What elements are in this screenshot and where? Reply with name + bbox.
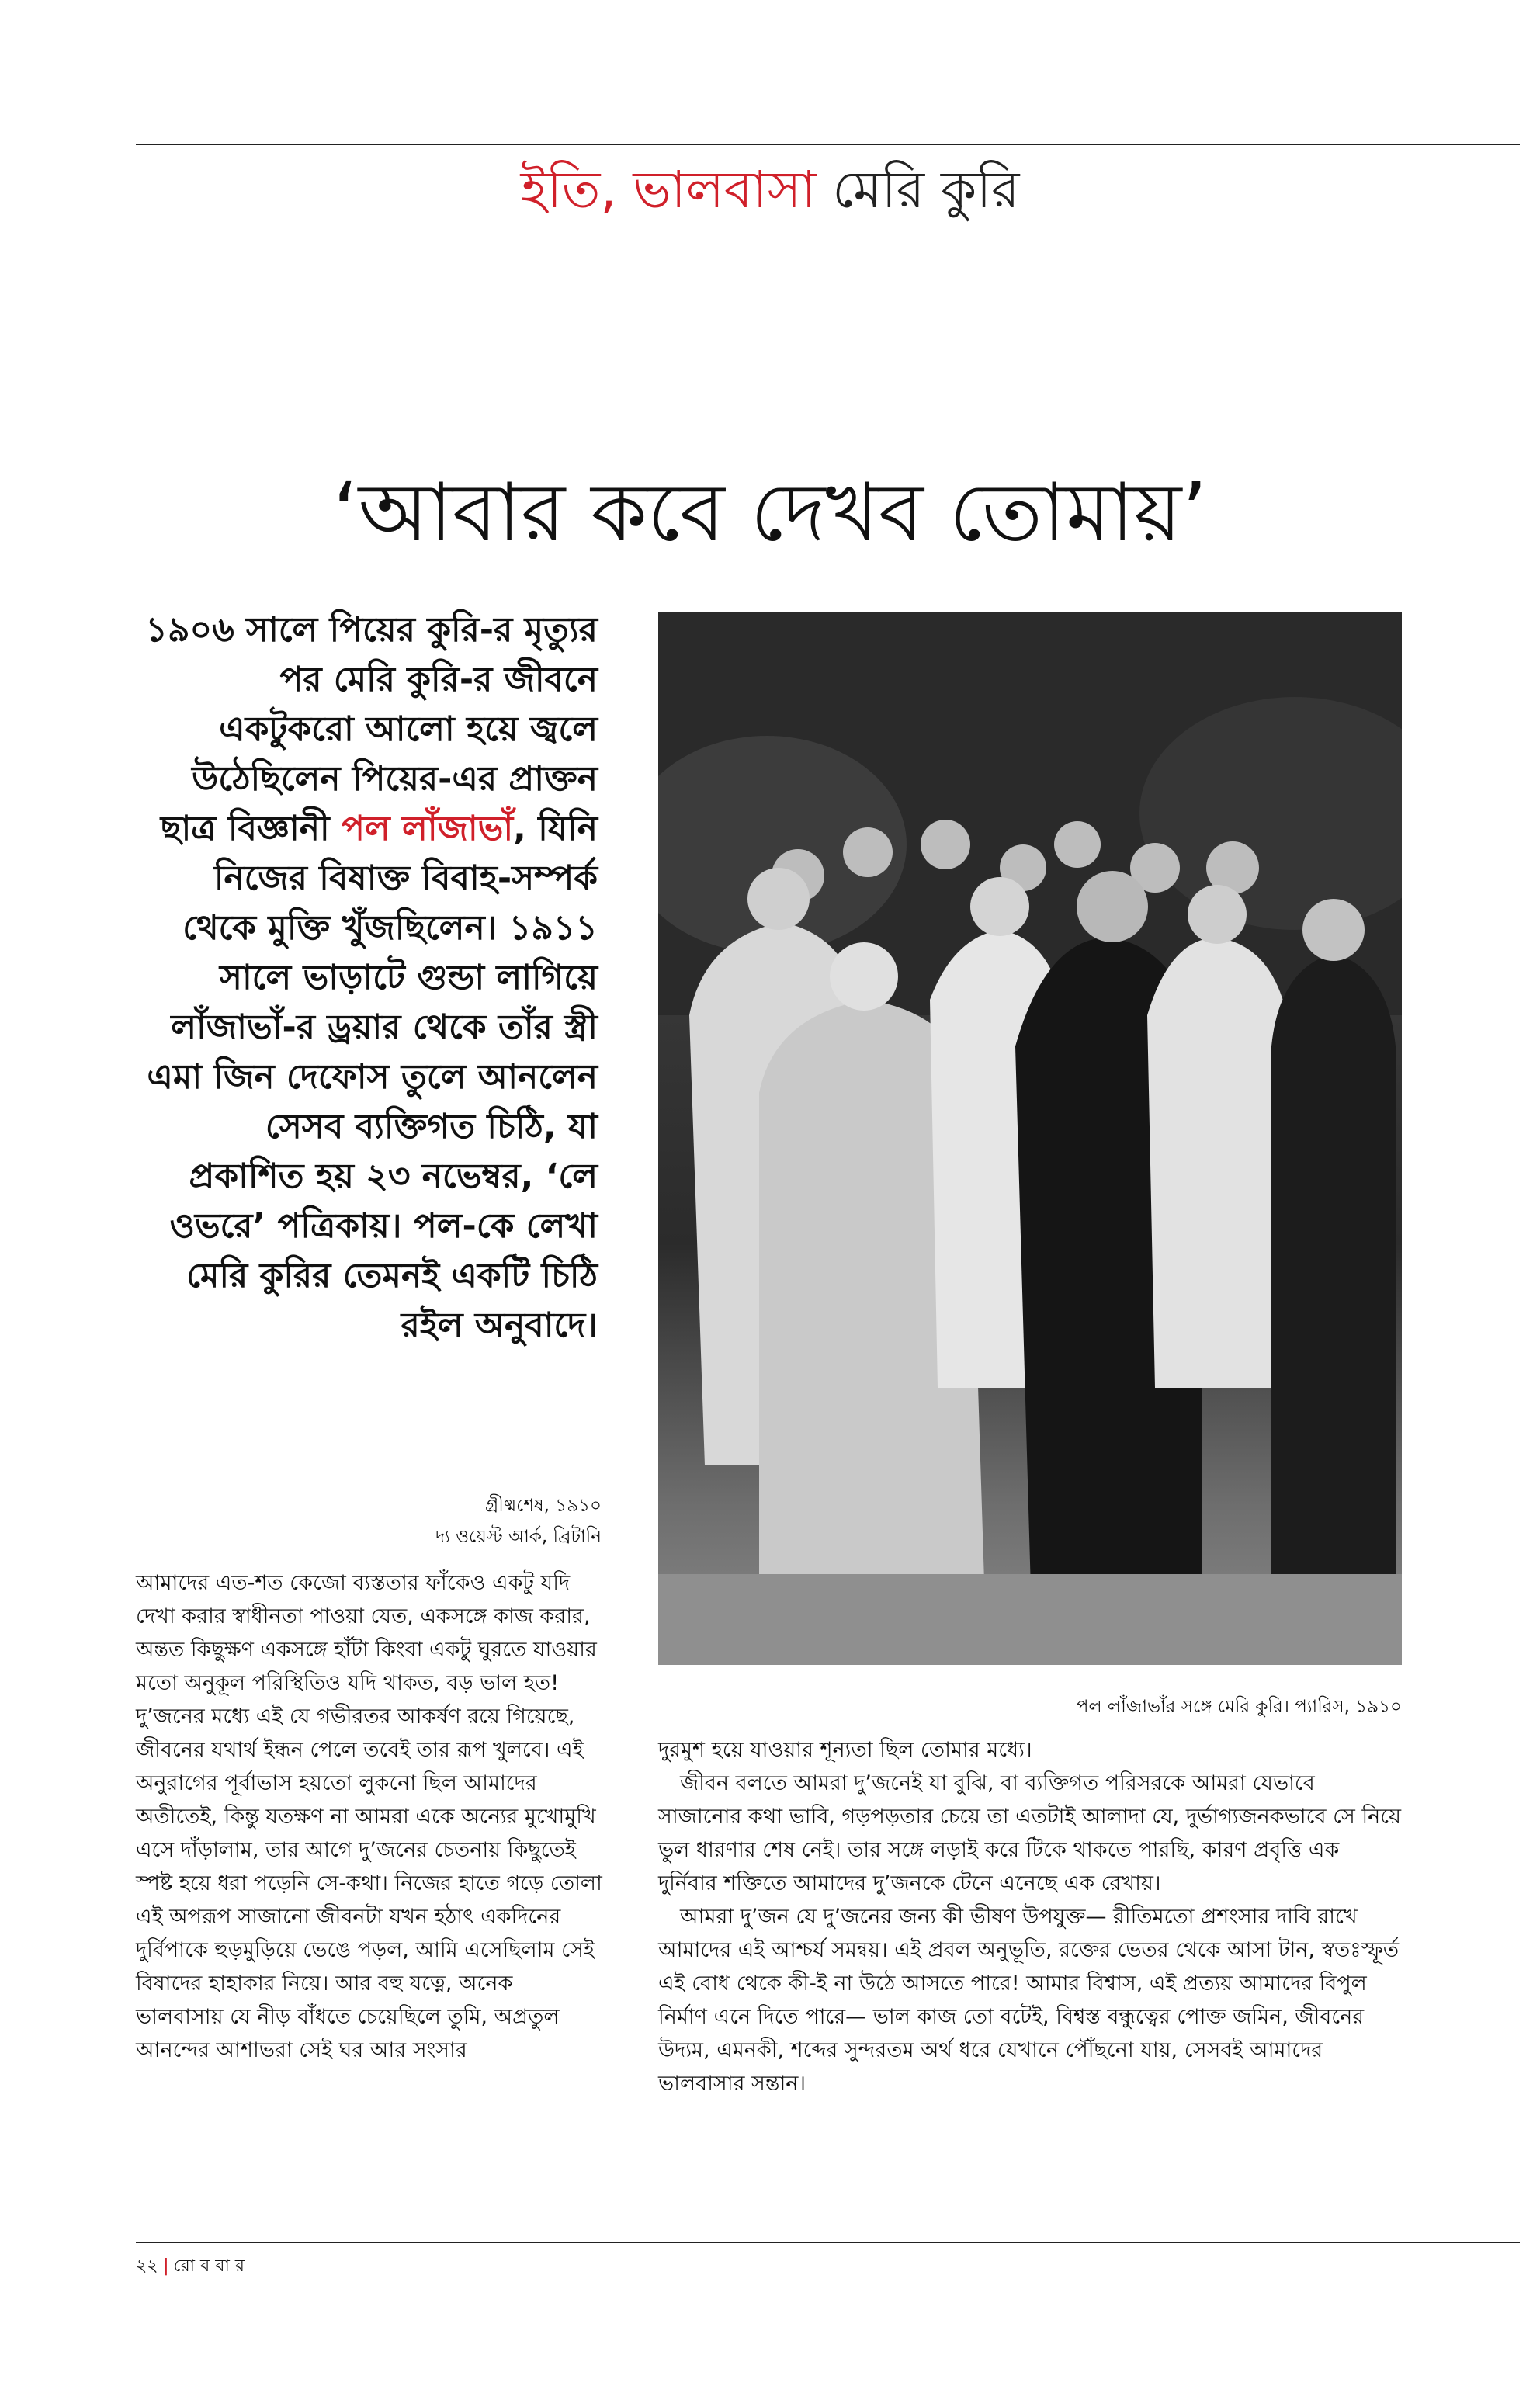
top-rule [136, 144, 1520, 145]
group-photo [658, 612, 1402, 1665]
intro-blurb [144, 605, 598, 1351]
article-headline: ‘আবার কবে দেখব তোমায়’ [332, 465, 1208, 560]
series-title [0, 155, 1540, 225]
bottom-rule [136, 2242, 1520, 2243]
letter-body-left [136, 1566, 603, 2067]
photo-woman-right [1147, 938, 1287, 1388]
photo-head [747, 868, 810, 930]
group-photo-illustration [658, 612, 1402, 1665]
photo-ground [658, 1574, 1402, 1665]
letter-paragraph: আমাদের এত-শত কেজো ব্যস্ততার ফাঁকেও একটু যদি দেখা করার স্বাধীনতা পাওয়া যেত, একসঙ্গে কাজ করার, অন্তত কিছুক্ষণ একসঙ্গে হাঁটা কিংবা একটু ঘুরতে যাওয়ার মতো অনুকূল পরিস্থিতিও যদি থাকত, বড় ভাল হত! দু’জনের মধ্যে এই যে গভীরতর আকর্ষণ রয়ে গিয়েছে, জীবনের যথার্থ ইন্ধন পেলে তবেই তার রূপ খুলবে। এই অনুরাগের পূর্বাভাস হয়তো লুকনো ছিল আমাদের অতীতেই, কিন্তু যতক্ষণ না আমরা একে অন্যের মুখোমুখি এসে দাঁড়ালাম, তার আগে দু’জনের চেতনায় কিছুতেই স্পষ্ট হয়ে ধরা পড়েনি সে-কথা। নিজের হাতে গড়ে তোলা এই অপরূপ সাজানো জীবনটা যখন হঠাৎ একদিনের দুর্বিপাকে হুড়মুড়িয়ে ভেঙে পড়ল, আমি এসেছিলাম সেই বিষাদের হাহাকার নিয়ে। আর বহু যত্নে, অনেক ভালবাসায় যে নীড় বাঁধতে চেয়েছিলে তুমি, অপ্রতুল আনন্দের আশাভরা সেই ঘর আর সংসার [136, 1571, 602, 2062]
photo-head [830, 942, 898, 1011]
photo-woman-dark [1271, 953, 1396, 1590]
photo-head [1188, 885, 1247, 944]
letter-body-right [658, 1733, 1402, 2100]
series-title-red: ইতি, ভালবাসা [520, 160, 817, 220]
letter-paragraph: আমরা দু’জন যে দু’জনের জন্য কী ভীষণ উপযুক্ত— রীতিমতো প্রশংসার দাবি রাখে আমাদের এই আশ্চর্য সমন্বয়। এই প্রবল অনুভূতি, রক্তের ভেতর থেকে আসা টান, স্বতঃস্ফূর্ত এই বোধ থেকে কী-ই না উঠে আসতে পারে! আমার বিশ্বাস, এই প্রত্যয় আমাদের বিপুল নির্মাণ এনে দিতে পারে— ভাল কাজ তো বটেই, বিশ্বস্ত বন্ধুত্বের পোক্ত জমিন, জীবনের উদ্যম, এমনকী, শব্দের সুন্দরতম অর্থ ধরে যেখানে পৌঁছনো যায়, সেসবই আমাদের ভালবাসার সন্তান। [658, 1905, 1400, 2096]
photo-head [970, 877, 1029, 936]
letter-place: দ্য ওয়েস্ট আর্ক, ব্রিটানি [435, 1527, 602, 1547]
footer-separator: | [162, 2256, 169, 2276]
page-footer [136, 2255, 245, 2278]
photo-head [1302, 899, 1365, 961]
letter-date: গ্রীষ্মশেষ, ১৯১০ [485, 1496, 602, 1516]
publication-name: রো ব বা র [173, 2256, 245, 2276]
letter-paragraph: জীবন বলতে আমরা দু’জনেই যা বুঝি, বা ব্যক্তিগত পরিসরকে আমরা যেভাবে সাজানোর কথা ভাবি, গড়পড়তার চেয়ে তা এতটাই আলাদা যে, দুর্ভাগ্যজনকভাবে সে নিয়ে ভুল ধারণার শেষ নেই। তার সঙ্গে লড়াই করে টিকে থাকতে পারছি, কারণ প্রবৃত্তি এক দুর্নিবার শক্তিতে আমাদের দু’জনকে টেনে এনেছে এক রেখায়। [658, 1771, 1402, 1895]
photo-caption: পল লাঁজাভাঁর সঙ্গে মেরি কুরি। প্যারিস, ১৯১০ [1076, 1697, 1402, 1717]
page-number: ২২ [136, 2256, 158, 2276]
letter-dateline [388, 1490, 602, 1552]
intro-text-after: , যিনি নিজের বিষাক্ত বিবাহ-সম্পর্ক থেকে মুক্তি খুঁজছিলেন। ১৯১১ সালে ভাড়াটে গুন্ডা লাগিয়ে লাঁজাভাঁ-র ড্রয়ার থেকে তাঁর স্ত্রী এমা জিন দেফোস তুলে আনলেন সেসব ব্যক্তিগত চিঠি, যা প্রকাশিত হয় ২৩ নভেম্বর, ‘লে ওভরে’ পত্রিকায়। পল-কে লেখা মেরি কুরির তেমনই একটি চিঠি রইল অনুবাদে। [147, 809, 598, 1345]
letter-paragraph: দুরমুশ হয়ে যাওয়ার শূন্যতা ছিল তোমার মধ্যে। [658, 1738, 1032, 1762]
photo-head [1077, 871, 1148, 942]
intro-highlight-name: পল লাঁজাভাঁ [341, 809, 514, 848]
series-title-dark: মেরি কুরি [832, 160, 1020, 220]
intro-text-before: ১৯০৬ সালে পিয়ের কুরি-র মৃত্যুর পর মেরি কুরি-র জীবনে একটুকরো আলো হয়ে জ্বলে উঠেছিলেন পিয়ের-এর প্রাক্তন ছাত্র বিজ্ঞানী [145, 610, 598, 848]
